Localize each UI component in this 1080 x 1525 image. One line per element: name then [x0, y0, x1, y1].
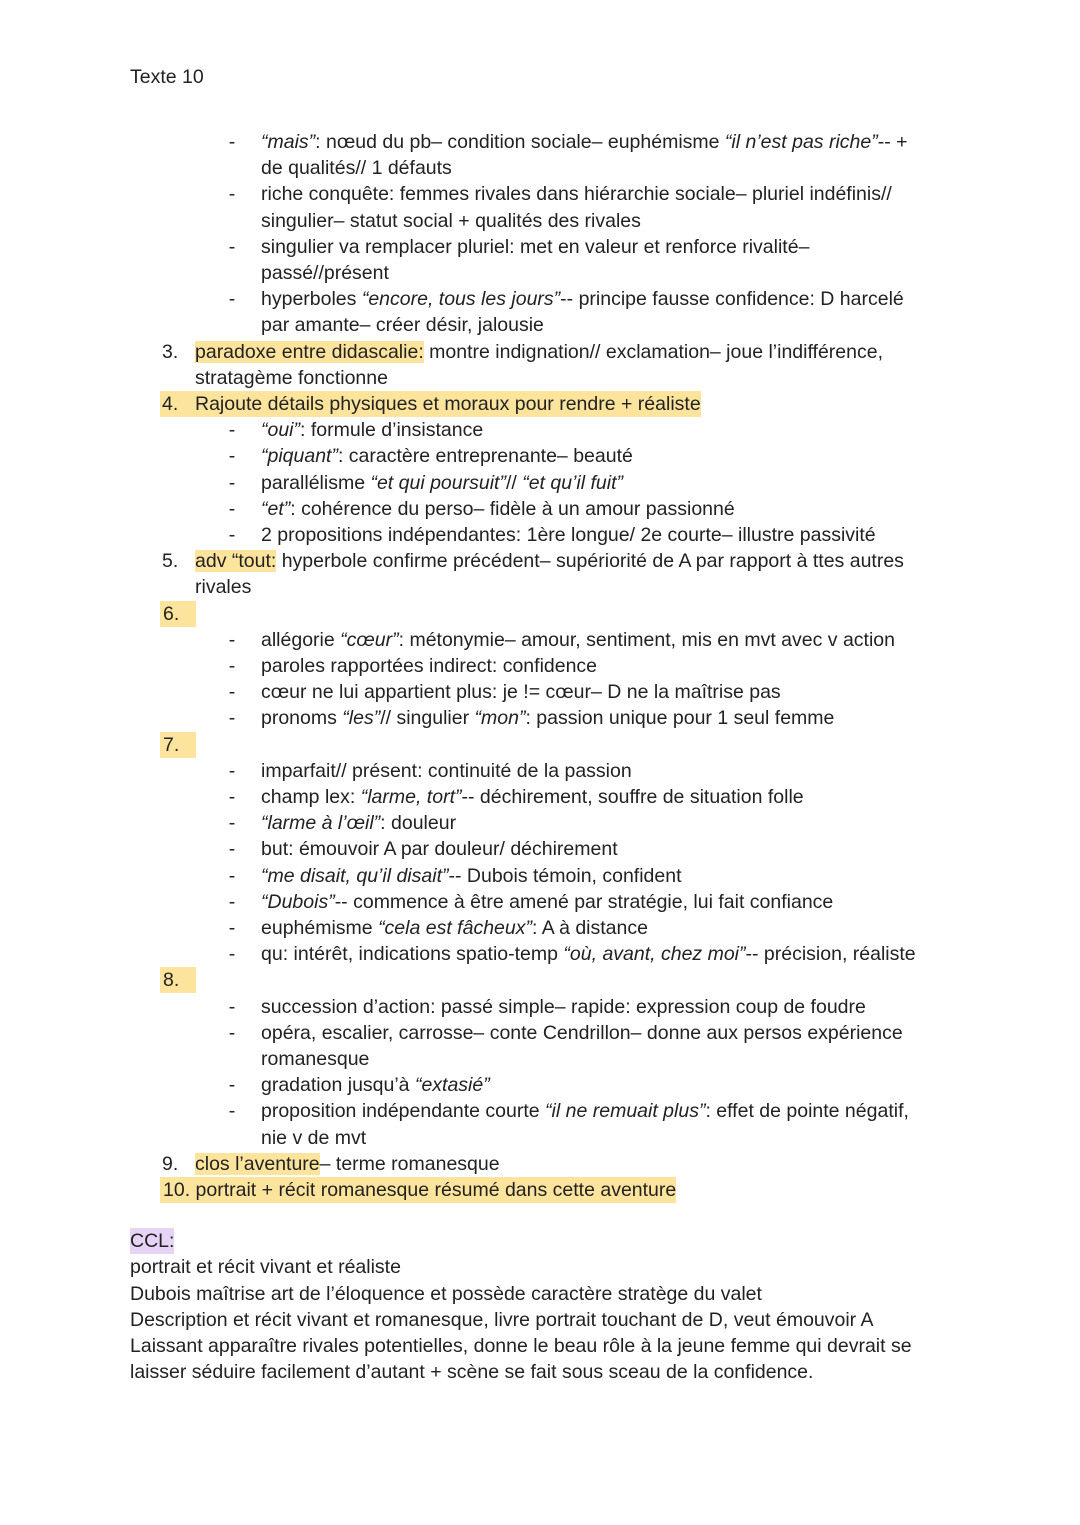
bullet-dash: -	[228, 419, 236, 442]
text-run: : passion unique pour 1 seul femme	[525, 707, 835, 730]
bullet-text	[261, 260, 389, 286]
text-run: opéra, escalier, carrosse– conte Cendrillon– donne aux persos expérience	[261, 1021, 903, 1044]
bullet-dash: -	[228, 655, 236, 677]
bullet-text	[261, 470, 623, 496]
bullet-line	[0, 155, 1080, 181]
text-run: “et qui poursuit”	[370, 471, 506, 494]
list-item-4	[0, 391, 1080, 417]
conclusion-line	[0, 1281, 1080, 1307]
bullet-line	[0, 312, 1080, 338]
conclusion-text: Laissant apparaître rivales potentielles, donne le beau rôle à la jeune femme qui devrait se	[130, 1334, 912, 1357]
bullet-line	[0, 496, 1080, 522]
item-number: 4.	[162, 393, 179, 415]
bullet-dash: -	[228, 812, 236, 835]
bullet-line	[0, 234, 1080, 260]
item-text	[195, 339, 883, 365]
bullet-text	[261, 181, 892, 207]
bullet-text	[261, 522, 876, 548]
bullet-text	[261, 286, 904, 312]
item-number: 7.	[160, 732, 196, 758]
text-run: champ lex:	[261, 786, 361, 808]
text-run: gradation jusqu’à	[261, 1074, 415, 1097]
bullet-line	[0, 836, 1080, 862]
bullet-line	[0, 810, 1080, 836]
item-text	[195, 1151, 500, 1177]
bullet-dash: -	[228, 890, 236, 913]
bullet-text	[261, 443, 633, 469]
text-run: singulier va remplacer pluriel: met en valeur et renforce rivalité–	[261, 235, 810, 258]
conclusion-line	[0, 1307, 1080, 1333]
text-run: “et qu’il fuit”	[522, 471, 624, 494]
bullet-text	[261, 889, 833, 915]
text-run: “piquant”	[261, 445, 338, 468]
text-run: “extasié”	[414, 1074, 490, 1097]
highlight: adv “tout:	[195, 550, 277, 573]
text-run: -- +	[877, 131, 908, 153]
bullet-text	[261, 836, 618, 862]
list-item-5	[0, 548, 1080, 574]
bullet-text	[261, 234, 809, 260]
text-run: -- commence à être amené par stratégie, lui fait confiance	[334, 890, 834, 913]
item-number: 6.	[160, 601, 196, 627]
bullet-line	[0, 208, 1080, 234]
text-run: : formule d’insistance	[300, 419, 484, 442]
bullet-dash: -	[228, 1074, 236, 1097]
text-run: // singulier	[380, 707, 475, 730]
highlight: 10. portrait + récit romanesque résumé dans cette aventure	[160, 1177, 676, 1203]
text-run: “cœur”	[340, 628, 399, 651]
bullet-text	[261, 417, 483, 443]
list-item-10	[0, 1177, 1080, 1203]
bullet-text	[261, 705, 834, 731]
bullet-text	[261, 915, 648, 941]
bullet-text	[261, 994, 866, 1020]
text-run: -- déchirement, souffre de situation folle	[461, 786, 804, 808]
text-run: “mais”	[261, 131, 316, 153]
highlight: Rajoute détails physiques et moraux pour rendre + réaliste	[160, 391, 701, 417]
bullet-text	[261, 941, 916, 967]
list-item-9	[0, 1151, 1080, 1177]
bullet-dash: -	[228, 497, 236, 520]
bullet-line	[0, 1098, 1080, 1124]
text-run: pronoms	[261, 707, 343, 730]
list-item-7	[0, 732, 1080, 758]
bullet-line	[0, 1072, 1080, 1098]
conclusion-text: Description et récit vivant et romanesque, livre portrait touchant de D, veut émouvoir A	[130, 1308, 874, 1331]
bullet-line	[0, 653, 1080, 679]
text-run: paroles rapportées indirect: confidence	[261, 655, 598, 677]
text-run: “et”	[261, 497, 291, 520]
text-run: de qualités// 1 défauts	[261, 157, 452, 180]
text-run: “larme, tort”	[360, 786, 462, 808]
bullet-dash: -	[228, 943, 236, 966]
text-run: qu: intérêt, indications spatio-temp	[261, 943, 564, 966]
text-run: -- précision, réaliste	[745, 943, 916, 966]
bullet-line	[0, 1125, 1080, 1151]
conclusion-line	[0, 1333, 1080, 1359]
list-item-3	[0, 339, 1080, 365]
highlight: clos l’aventure	[195, 1152, 320, 1175]
conclusion-heading: CCL:	[130, 1230, 175, 1253]
list-item-3-cont	[0, 365, 1080, 391]
text-run: romanesque	[261, 1048, 370, 1070]
conclusion-text: Dubois maîtrise art de l’éloquence et possède caractère stratège du valet	[130, 1282, 762, 1305]
text-run: singulier– statut social + qualités des rivales	[261, 209, 641, 232]
bullet-line	[0, 470, 1080, 496]
text-run: “oui”	[261, 419, 301, 442]
bullet-dash: -	[228, 995, 236, 1018]
list-item-8	[0, 967, 1080, 993]
bullet-line	[0, 522, 1080, 548]
text-run: : effet de pointe négatif,	[705, 1100, 909, 1123]
bullet-dash: -	[228, 235, 236, 258]
bullet-text	[261, 758, 632, 784]
text-run: allégorie	[261, 628, 341, 651]
conclusion-text: portrait et récit vivant et réaliste	[130, 1256, 401, 1279]
bullet-dash: -	[228, 524, 236, 546]
text-run: “encore, tous les jours”	[361, 288, 561, 311]
bullet-dash: -	[228, 864, 236, 887]
bullet-text	[261, 129, 908, 155]
list-item-6	[0, 601, 1080, 627]
text-run: : métonymie– amour, sentiment, mis en mvt avec v action	[398, 628, 895, 651]
bullet-text	[261, 627, 895, 653]
text-run: riche conquête: femmes rivales dans hiérarchie sociale– pluriel indéfinis//	[261, 183, 892, 206]
item-text: rivales	[195, 576, 252, 599]
item-number: 3.	[162, 340, 179, 363]
item-number: 8.	[160, 967, 196, 993]
text-run: “il ne remuait plus”	[545, 1100, 706, 1123]
text-run: hyperbole confirme précédent– supériorité de A par rapport à ttes autres	[276, 550, 904, 573]
text-run: : caractère entreprenante– beauté	[337, 445, 633, 468]
bullet-line	[0, 679, 1080, 705]
bullet-text	[261, 1020, 903, 1046]
text-run: montre indignation// exclamation– joue l’indifférence,	[423, 340, 883, 363]
bullet-dash: -	[228, 917, 236, 939]
bullet-line	[0, 941, 1080, 967]
text-run: “larme à l’œil”	[261, 812, 381, 835]
page-title: Texte 10	[130, 66, 204, 88]
bullet-dash: -	[228, 288, 236, 311]
text-run: euphémisme	[261, 917, 379, 939]
bullet-dash: -	[228, 759, 236, 782]
text-run: proposition indépendante courte	[261, 1100, 546, 1123]
item-text	[195, 548, 904, 574]
bullet-text	[261, 496, 735, 522]
text-run: nie v de mvt	[261, 1126, 367, 1149]
bullet-line	[0, 1046, 1080, 1072]
bullet-line	[0, 994, 1080, 1020]
bullet-dash: -	[228, 786, 236, 808]
list-item-5-cont	[0, 574, 1080, 600]
bullet-text	[261, 208, 641, 234]
text-run: //	[505, 471, 523, 494]
text-run: : douleur	[380, 812, 457, 835]
bullet-dash: -	[228, 681, 236, 704]
text-run: : A à distance	[531, 917, 648, 939]
bullet-text	[261, 1098, 909, 1124]
bullet-dash: -	[228, 445, 236, 468]
bullet-line	[0, 758, 1080, 784]
conclusion-line	[0, 1359, 1080, 1385]
bullet-dash: -	[228, 838, 236, 861]
bullet-line	[0, 1020, 1080, 1046]
conclusion-line	[0, 1254, 1080, 1280]
text-run: “où, avant, chez moi”	[563, 943, 746, 966]
bullet-line	[0, 784, 1080, 810]
bullet-dash: -	[228, 707, 236, 730]
text-run: succession d’action: passé simple– rapide: expression coup de foudre	[261, 995, 866, 1018]
text-run: passé//présent	[261, 262, 389, 284]
bullet-line	[0, 129, 1080, 155]
bullet-text	[261, 1125, 366, 1151]
bullet-text	[261, 312, 544, 338]
bullet-text	[261, 653, 597, 679]
bullet-text	[261, 784, 804, 810]
bullet-dash: -	[228, 1021, 236, 1044]
text-run: “les”	[342, 707, 381, 730]
bullet-dash: -	[228, 1100, 236, 1123]
item-number: 5.	[162, 550, 179, 573]
bullet-dash: -	[228, 131, 236, 153]
text-run: “il n’est pas riche”	[724, 131, 878, 153]
bullet-dash: -	[228, 183, 236, 206]
bullet-line	[0, 443, 1080, 469]
bullet-line	[0, 889, 1080, 915]
bullet-line	[0, 915, 1080, 941]
text-run: “mon”	[474, 707, 526, 730]
text-run: “Dubois”	[261, 890, 335, 913]
item-number: 9.	[162, 1152, 179, 1175]
bullet-line	[0, 417, 1080, 443]
text-run: : nœud du pb– condition sociale– euphémisme	[315, 131, 725, 153]
bullet-text	[261, 1046, 369, 1072]
bullet-text	[261, 679, 781, 705]
text-run: parallélisme	[261, 471, 371, 494]
bullet-dash: -	[228, 628, 236, 651]
bullet-line	[0, 286, 1080, 312]
bullet-line	[0, 260, 1080, 286]
bullet-text	[261, 1072, 490, 1098]
text-run: “me disait, qu’il disait”	[261, 864, 449, 887]
bullet-line	[0, 705, 1080, 731]
bullet-line	[0, 181, 1080, 207]
bullet-line	[0, 863, 1080, 889]
bullet-text	[261, 810, 456, 836]
highlight: paradoxe entre didascalie:	[195, 340, 424, 363]
bullet-line	[0, 627, 1080, 653]
text-run: but: émouvoir A par douleur/ déchirement	[261, 838, 618, 861]
text-run: “cela est fâcheux”	[378, 917, 532, 939]
bullet-dash: -	[228, 471, 236, 494]
bullet-text	[261, 155, 452, 181]
item-text: stratagème fonctionne	[195, 366, 388, 389]
bullet-text	[261, 863, 682, 889]
conclusion-text: laisser séduire facilement d’autant + scène se fait sous sceau de la confidence.	[130, 1361, 814, 1384]
text-run: cœur ne lui appartient plus: je != cœur– D ne la maîtrise pas	[261, 681, 781, 704]
text-run: 2 propositions indépendantes: 1ère longue/ 2e courte– illustre passivité	[261, 524, 876, 546]
text-run: hyperboles	[261, 288, 362, 311]
text-run: – terme romanesque	[319, 1152, 500, 1175]
text-run: -- principe fausse confidence: D harcelé	[560, 288, 904, 311]
text-run: -- Dubois témoin, confident	[448, 864, 682, 887]
conclusion-label	[0, 1228, 1080, 1254]
text-run: imparfait// présent: continuité de la passion	[261, 759, 632, 782]
text-run: par amante– créer désir, jalousie	[261, 314, 544, 337]
text-run: : cohérence du perso– fidèle à un amour passionné	[290, 497, 735, 520]
